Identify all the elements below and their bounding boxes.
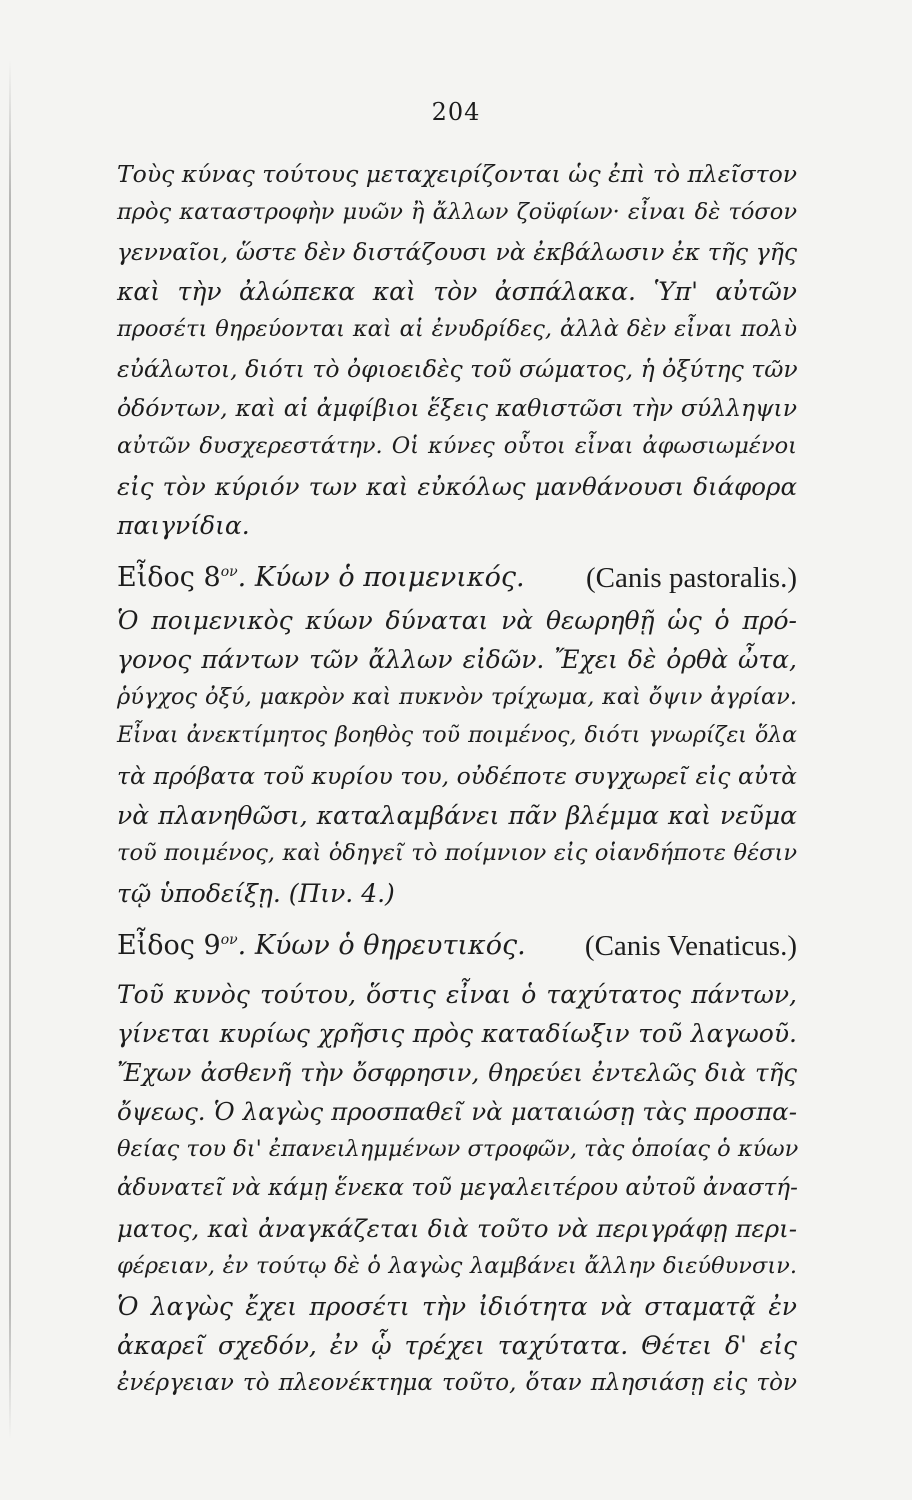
text-line: ὀδόντων, καὶ αἱ ἀμφίβιοι ἕξεις καθιστῶσι τὴν σύλληψιν: [117, 394, 797, 422]
text-line: ἀδυνατεῖ νὰ κάμῃ ἕνεκα τοῦ μεγαλειτέρου αὐτοῦ ἀναστή-: [117, 1175, 798, 1201]
section-name: . Κύων ὁ ποιμενικός.: [237, 562, 525, 593]
text-line: φέρειαν, ἐν τούτῳ δὲ ὁ λαγὼς λαμβάνει ἄλλην διεύθυνσιν.: [117, 1253, 797, 1279]
text-line: ὄψεως. Ὁ λαγὼς προσπαθεῖ νὰ ματαιώσῃ τὰς προσπα-: [117, 1097, 797, 1126]
text-line: τῷ ὑποδείξῃ. (Πιν. 4.): [117, 879, 395, 908]
text-line: νὰ πλανηθῶσι, καταλαμβάνει πᾶν βλέμμα καὶ νεῦμα: [117, 801, 797, 830]
text-line: εὐάλωτοι, διότι τὸ ὀφιοειδὲς τοῦ σώματος, ἡ ὀξύτης τῶν: [117, 355, 798, 383]
text-line: ματος, καὶ ἀναγκάζεται διὰ τοῦτο νὰ περιγράφῃ περι-: [117, 1214, 797, 1243]
binding-edge: [9, 60, 11, 1440]
text-line: γονος πάντων τῶν ἄλλων εἰδῶν. Ἔχει δὲ ὀρθὰ ὦτα,: [117, 645, 797, 674]
text-line: ῥύγχος ὀξύ, μακρὸν καὶ πυκνὸν τρίχωμα, καὶ ὄψιν ἀγρίαν.: [117, 684, 797, 710]
section-title: [117, 562, 797, 593]
latin-name: (Canis pastoralis.): [585, 562, 797, 594]
section-label: Εἶδος 8: [117, 562, 221, 593]
text-line: ἀκαρεῖ σχεδόν, ἐν ᾧ τρέχει ταχύτατα. Θέτει δ' εἰς: [117, 1331, 797, 1360]
text-line: Ὁ λαγὼς ἔχει προσέτι τὴν ἰδιότητα νὰ σταματᾷ ἐν: [117, 1292, 797, 1321]
text-line: ἐνέργειαν τὸ πλεονέκτημα τοῦτο, ὅταν πλησιάσῃ εἰς τὸν: [117, 1370, 797, 1396]
text-line: τὰ πρόβατα τοῦ κυρίου του, οὐδέποτε συγχωρεῖ εἰς αὐτὰ: [117, 762, 797, 790]
text-line: πρὸς καταστροφὴν μυῶν ἢ ἄλλων ζοϋφίων· εἶναι δὲ τόσον: [117, 199, 797, 225]
text-line: Ὁ ποιμενικὸς κύων δύναται νὰ θεωρηθῇ ὡς ὁ πρό-: [117, 606, 797, 635]
section-name: . Κύων ὁ θηρευτικός.: [237, 930, 526, 961]
text-line: θείας του δι' ἐπανειλημμένων στροφῶν, τὰς ὁποίας ὁ κύων: [117, 1136, 799, 1162]
text-line: καὶ τὴν ἀλώπεκα καὶ τὸν ἀσπάλακα. Ὑπ' αὐτῶν: [117, 277, 797, 306]
text-line: αὐτῶν δυσχερεστάτην. Οἱ κύνες οὗτοι εἶναι ἀφωσιωμένοι: [117, 433, 797, 459]
latin-name: (Canis Venaticus.): [584, 930, 797, 962]
text-line: προσέτι θηρεύονται καὶ αἱ ἐνυδρίδες, ἀλλὰ δὲν εἶναι πολὺ: [117, 316, 797, 342]
ordinal-suffix: ον: [220, 932, 238, 948]
text-line: γίνεται κυρίως χρῆσις πρὸς καταδίωξιν τοῦ λαγωοῦ.: [117, 1019, 797, 1048]
ordinal-suffix: ον: [220, 564, 238, 580]
text-line: Τοῦ κυνὸς τούτου, ὅστις εἶναι ὁ ταχύτατος πάντων,: [117, 980, 797, 1009]
text-line: γενναῖοι, ὥστε δὲν διστάζουσι νὰ ἐκβάλωσιν ἐκ τῆς γῆς: [117, 238, 797, 266]
text-line: παιγνίδια.: [117, 511, 250, 540]
text-line: Εἶναι ἀνεκτίμητος βοηθὸς τοῦ ποιμένος, διότι γνωρίζει ὅλα: [117, 723, 797, 748]
text-line: Τοὺς κύνας τούτους μεταχειρίζονται ὡς ἐπὶ τὸ πλεῖστον: [117, 160, 798, 188]
page-number: 204: [431, 98, 481, 126]
text-line: Ἔχων ἀσθενῆ τὴν ὄσφρησιν, θηρεύει ἐντελῶς διὰ τῆς: [117, 1058, 797, 1087]
section-label: Εἶδος 9: [117, 930, 221, 961]
text-line: τοῦ ποιμένος, καὶ ὁδηγεῖ τὸ ποίμνιον εἰς οἱανδήποτε θέσιν: [117, 840, 797, 866]
section-title: [117, 930, 797, 961]
text-line: εἰς τὸν κύριόν των καὶ εὐκόλως μανθάνουσι διάφορα: [117, 472, 797, 501]
